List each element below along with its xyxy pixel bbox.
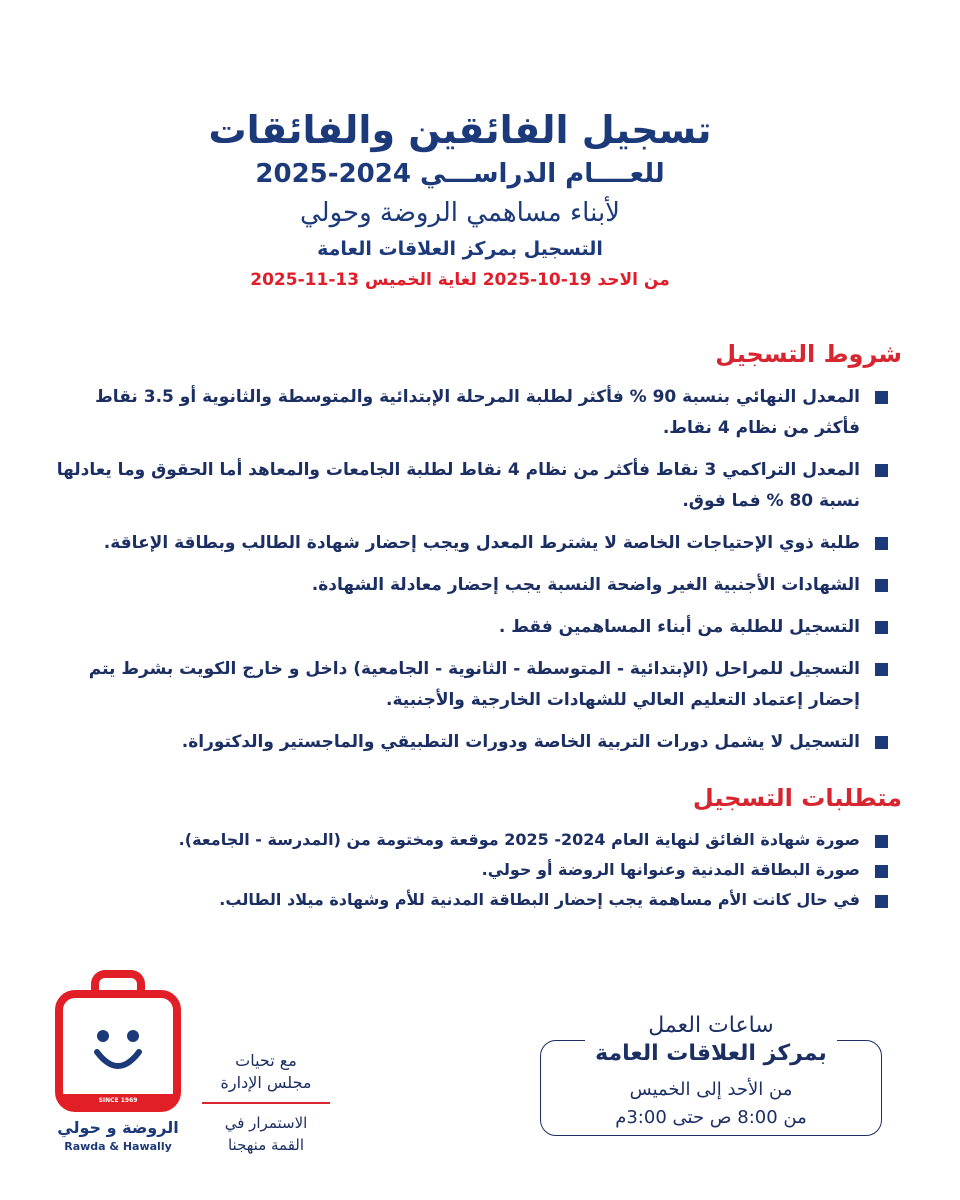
list-item — [48, 654, 888, 716]
page-title: تسجيل الفائقين والفائقات — [208, 108, 712, 152]
list-item-text: التسجيل لا يشمل دورات التربية الخاصة ودورات التطبيقي والماجستير والدكتوراة. — [181, 732, 860, 752]
bullet-square-icon — [875, 621, 888, 634]
audience-line: لأبناء مساهمي الروضة وحولي — [299, 198, 621, 228]
list-item-text: المعدل التراكمي 3 نقاط فأكثر من نظام 4 نقاط لطلبة الجامعات والمعاهد أما الحقوق وما يعادلها نسبة 80 % فما فوق. — [56, 460, 860, 511]
list-item — [48, 886, 888, 914]
working-hours-location: بمركز العلاقات العامة — [585, 1040, 837, 1068]
logo-name-english: Rawda & Hawally — [64, 1140, 172, 1153]
list-item-text: صورة شهادة الفائق لنهاية العام 2024- 2025 موقعة ومختومة من (المدرسة - الجامعة). — [178, 830, 860, 849]
bullet-square-icon — [875, 736, 888, 749]
list-item — [48, 612, 888, 643]
list-item-text: المعدل النهائي بنسبة 90 % فأكثر لطلبة المرحلة الإبتدائية والمتوسطة والثانوية أو 3.5 نقاط فأكثر من نظام 4 نقاط. — [95, 387, 860, 438]
list-item — [48, 382, 888, 444]
list-item-text: طلبة ذوي الإحتياجات الخاصة لا يشترط المعدل ويجب إحضار شهادة الطالب وبطاقة الإعاقة. — [103, 533, 860, 553]
board-name: مجلس الإدارة — [220, 1073, 312, 1092]
bullet-square-icon — [875, 663, 888, 676]
list-item-text: في حال كانت الأم مساهمة يجب إحضار البطاقة المدنية للأم وشهادة ميلاد الطالب. — [219, 890, 860, 909]
registration-dates: من الاحد 19-10-2025 لغاية الخميس 13-11-2025 — [250, 270, 670, 290]
bullet-square-icon — [875, 895, 888, 908]
list-item-text: التسجيل للطلبة من أبناء المساهمين فقط . — [498, 617, 860, 637]
slogan-line-1: الاستمرار في — [224, 1114, 308, 1132]
bag-icon — [55, 990, 181, 1112]
working-hours-details — [540, 1076, 882, 1132]
working-hours-heading: ساعات العمل — [648, 1013, 774, 1038]
academic-year: للعــــام الدراســـي 2024-2025 — [255, 159, 665, 189]
list-item — [48, 826, 888, 854]
working-hours-title — [540, 1012, 882, 1068]
list-item-text: الشهادات الأجنبية الغير واضحة النسبة يجب إحضار معادلة الشهادة. — [311, 575, 860, 595]
registration-place: التسجيل بمركز العلاقات العامة — [317, 238, 603, 260]
slogan-line-2: القمة منهجنا — [227, 1136, 305, 1154]
list-item — [48, 455, 888, 517]
bullet-square-icon — [875, 464, 888, 477]
board-greeting — [196, 1050, 336, 1156]
conditions-list — [48, 382, 888, 769]
list-item — [48, 528, 888, 559]
list-item — [48, 727, 888, 758]
list-item-text: التسجيل للمراحل (الإبتدائية - المتوسطة - الثانوية - الجامعية) داخل و خارج الكويت بشرط يتم إحضار إعتماد التعليم العالي للشهادات الخارجية والأجنبية. — [88, 659, 860, 710]
divider — [202, 1102, 330, 1104]
requirements-title: متطلبات التسجيل — [692, 784, 902, 812]
logo-name-arabic: الروضة و حولي — [57, 1118, 179, 1137]
header-block — [200, 105, 720, 295]
bullet-square-icon — [875, 579, 888, 592]
list-item-text: صورة البطاقة المدنية وعنوانها الروضة أو حولي. — [481, 860, 860, 879]
logo-since: SINCE 1969 — [98, 1097, 138, 1104]
list-item — [48, 856, 888, 884]
working-time: من 8:00 ص حتى 3:00م — [615, 1107, 807, 1128]
working-days: من الأحد إلى الخميس — [629, 1079, 793, 1100]
requirements-list — [48, 826, 888, 916]
bullet-square-icon — [875, 537, 888, 550]
bullet-square-icon — [875, 835, 888, 848]
smiley-face-icon — [89, 1024, 147, 1076]
list-item — [48, 570, 888, 601]
greeting-line: مع تحيات — [235, 1051, 297, 1070]
bullet-square-icon — [875, 391, 888, 404]
bullet-square-icon — [875, 865, 888, 878]
conditions-title: شروط التسجيل — [715, 340, 902, 368]
